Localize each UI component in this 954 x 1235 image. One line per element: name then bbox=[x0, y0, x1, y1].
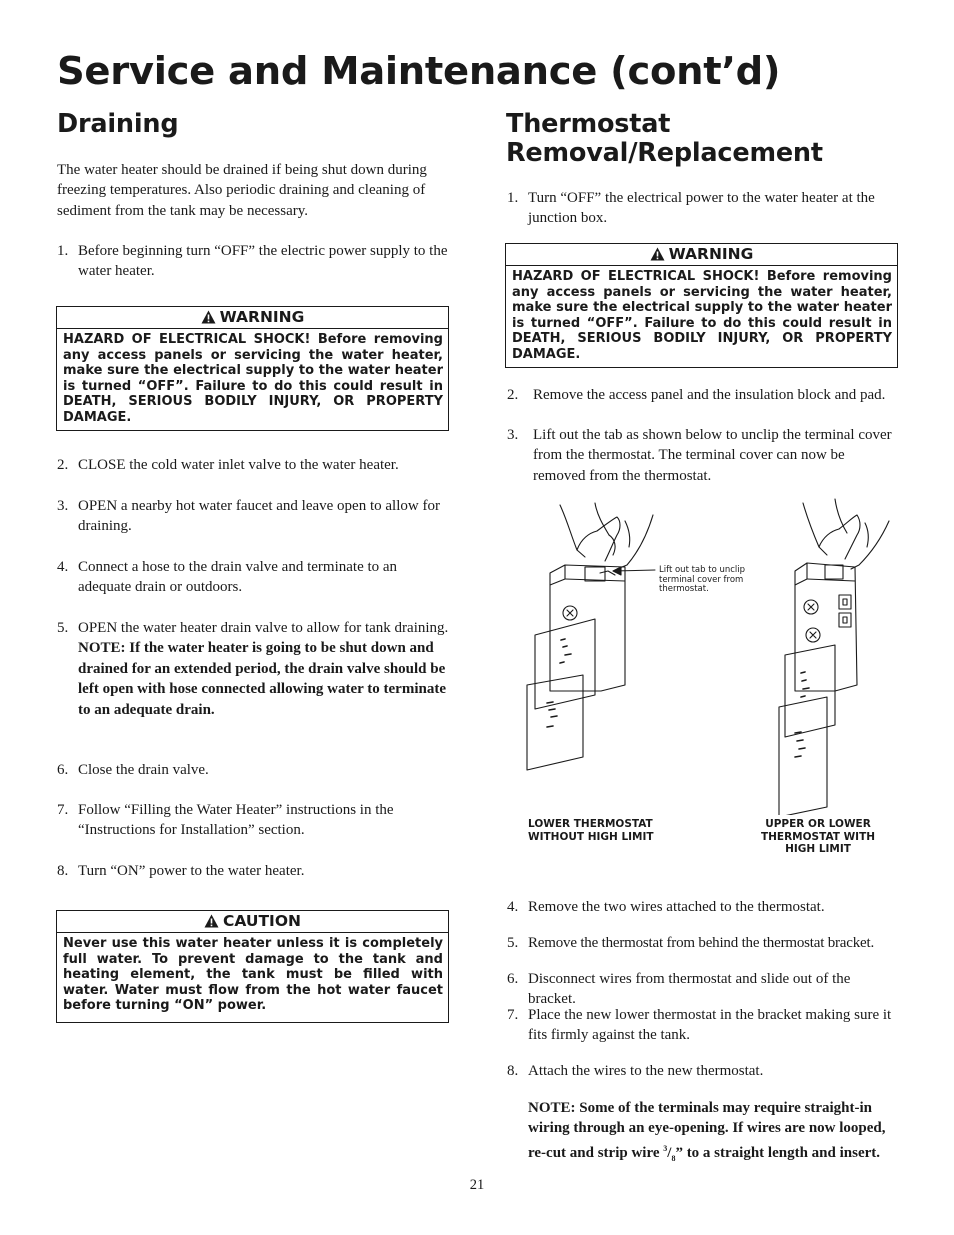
diagram-label-upper: UPPER OR LOWER THERMOSTAT WITH HIGH LIMIT bbox=[760, 818, 876, 855]
warning-triangle-icon bbox=[204, 914, 219, 928]
thermostat-diagram bbox=[505, 495, 897, 815]
diagram-callout: Lift out tab to unclip terminal cover from thermostat. bbox=[659, 565, 746, 595]
page-title: Service and Maintenance (cont’d) bbox=[57, 49, 781, 94]
draining-step-1: 1. Before beginning turn “OFF” the electric power supply to the water heater. bbox=[57, 243, 448, 280]
upper-thermostat-drawing bbox=[779, 499, 889, 815]
thermostat-step-1: 1. Turn “OFF” the electrical power to the water heater at the junction box. bbox=[507, 190, 875, 227]
thermostat-step-3: 3. Lift out the tab as shown below to unclip the terminal cover from the thermostat. The terminal cover can now be removed from the thermostat. bbox=[507, 427, 892, 484]
draining-step-7: 7. Follow “Filling the Water Heater” instructions in the “Instructions for Installation” section. bbox=[57, 802, 394, 839]
thermostat-step-5: 5. Remove the thermostat from behind the thermostat bracket. bbox=[507, 935, 874, 951]
warning-text: HAZARD OF ELECTRICAL SHOCK! Before removing any access panels or servicing the water heater, make sure the electrical supply to the water heater is turned “OFF”. Failure to do this could result in DEATH, SERIOUS BODILY INJURY, OR PROPERTY DAMAGE. bbox=[63, 332, 443, 425]
draining-step-4: 4. Connect a hose to the drain valve and terminate to an adequate drain or outdoors. bbox=[57, 559, 398, 596]
section-heading-draining: Draining bbox=[57, 109, 179, 139]
draining-step-6: 6. Close the drain valve. bbox=[57, 762, 209, 778]
draining-step-3: 3. OPEN a nearby hot water faucet and leave open to allow for draining. bbox=[57, 498, 440, 535]
thermostat-step-7: 7. Place the new lower thermostat in the bracket making sure it fits firmly against the tank. bbox=[507, 1007, 892, 1044]
thermostat-note: NOTE: Some of the terminals may require straight-in wiring through an eye-opening. If wires are now looped, re-cut and strip wire $^3/_8$” to a straight length and insert. bbox=[528, 1100, 886, 1163]
draining-warning-box bbox=[56, 306, 449, 431]
diagram-label-lower: LOWER THERMOSTAT WITHOUT HIGH LIMIT bbox=[528, 818, 654, 843]
drain-note: NOTE: If the water heater is going to be shut down and drained for an extended period, the drain valve should be left open with hose connected allowing water to terminate to an adequate drain. bbox=[78, 640, 446, 718]
thermostat-step-4: 4. Remove the two wires attached to the thermostat. bbox=[507, 899, 825, 915]
draining-intro: The water heater should be drained if being shut down during freezing temperatures. Also periodic draining and cleaning of sediment from the tank may be necessary. bbox=[57, 162, 427, 219]
warning-header: WARNING bbox=[57, 307, 448, 329]
draining-step-2: 2. CLOSE the cold water inlet valve to the water heater. bbox=[57, 457, 399, 473]
caution-header: CAUTION bbox=[57, 911, 448, 933]
thermostat-step-2: 2. Remove the access panel and the insulation block and pad. bbox=[507, 387, 886, 403]
draining-step-5: 5. OPEN the water heater drain valve to allow for tank draining. NOTE: If the water heater is going to be shut down and drained for an extended period, the drain valve should be left open with hose connected allowing water to terminate to an adequate drain. bbox=[57, 618, 449, 720]
warning-triangle-icon bbox=[201, 310, 216, 324]
draining-caution-box bbox=[56, 910, 449, 1023]
warning-text: HAZARD OF ELECTRICAL SHOCK! Before removing any access panels or servicing the water heater, make sure the electrical supply to the water heater is turned “OFF”. Failure to do this could result in DEATH, SERIOUS BODILY INJURY, OR PROPERTY DAMAGE. bbox=[512, 269, 892, 362]
warning-header: WARNING bbox=[506, 244, 897, 266]
thermostat-warning-box bbox=[505, 243, 898, 368]
lower-thermostat-drawing bbox=[527, 503, 655, 770]
caution-text: Never use this water heater unless it is completely full water. To prevent damage to the tank and heating element, the tank must be filled with water. Water must flow from the hot water faucet before turning “ON” power. bbox=[63, 936, 443, 1014]
section-heading-thermostat: Thermostat Removal/Replacement bbox=[506, 109, 823, 168]
thermostat-step-8: 8. Attach the wires to the new thermostat. bbox=[507, 1063, 764, 1079]
draining-step-8: 8. Turn “ON” power to the water heater. bbox=[57, 863, 305, 879]
page-number: 21 bbox=[469, 1177, 485, 1193]
thermostat-step-6: 6. Disconnect wires from thermostat and slide out of the bracket. bbox=[507, 971, 851, 1008]
warning-triangle-icon bbox=[650, 247, 665, 261]
